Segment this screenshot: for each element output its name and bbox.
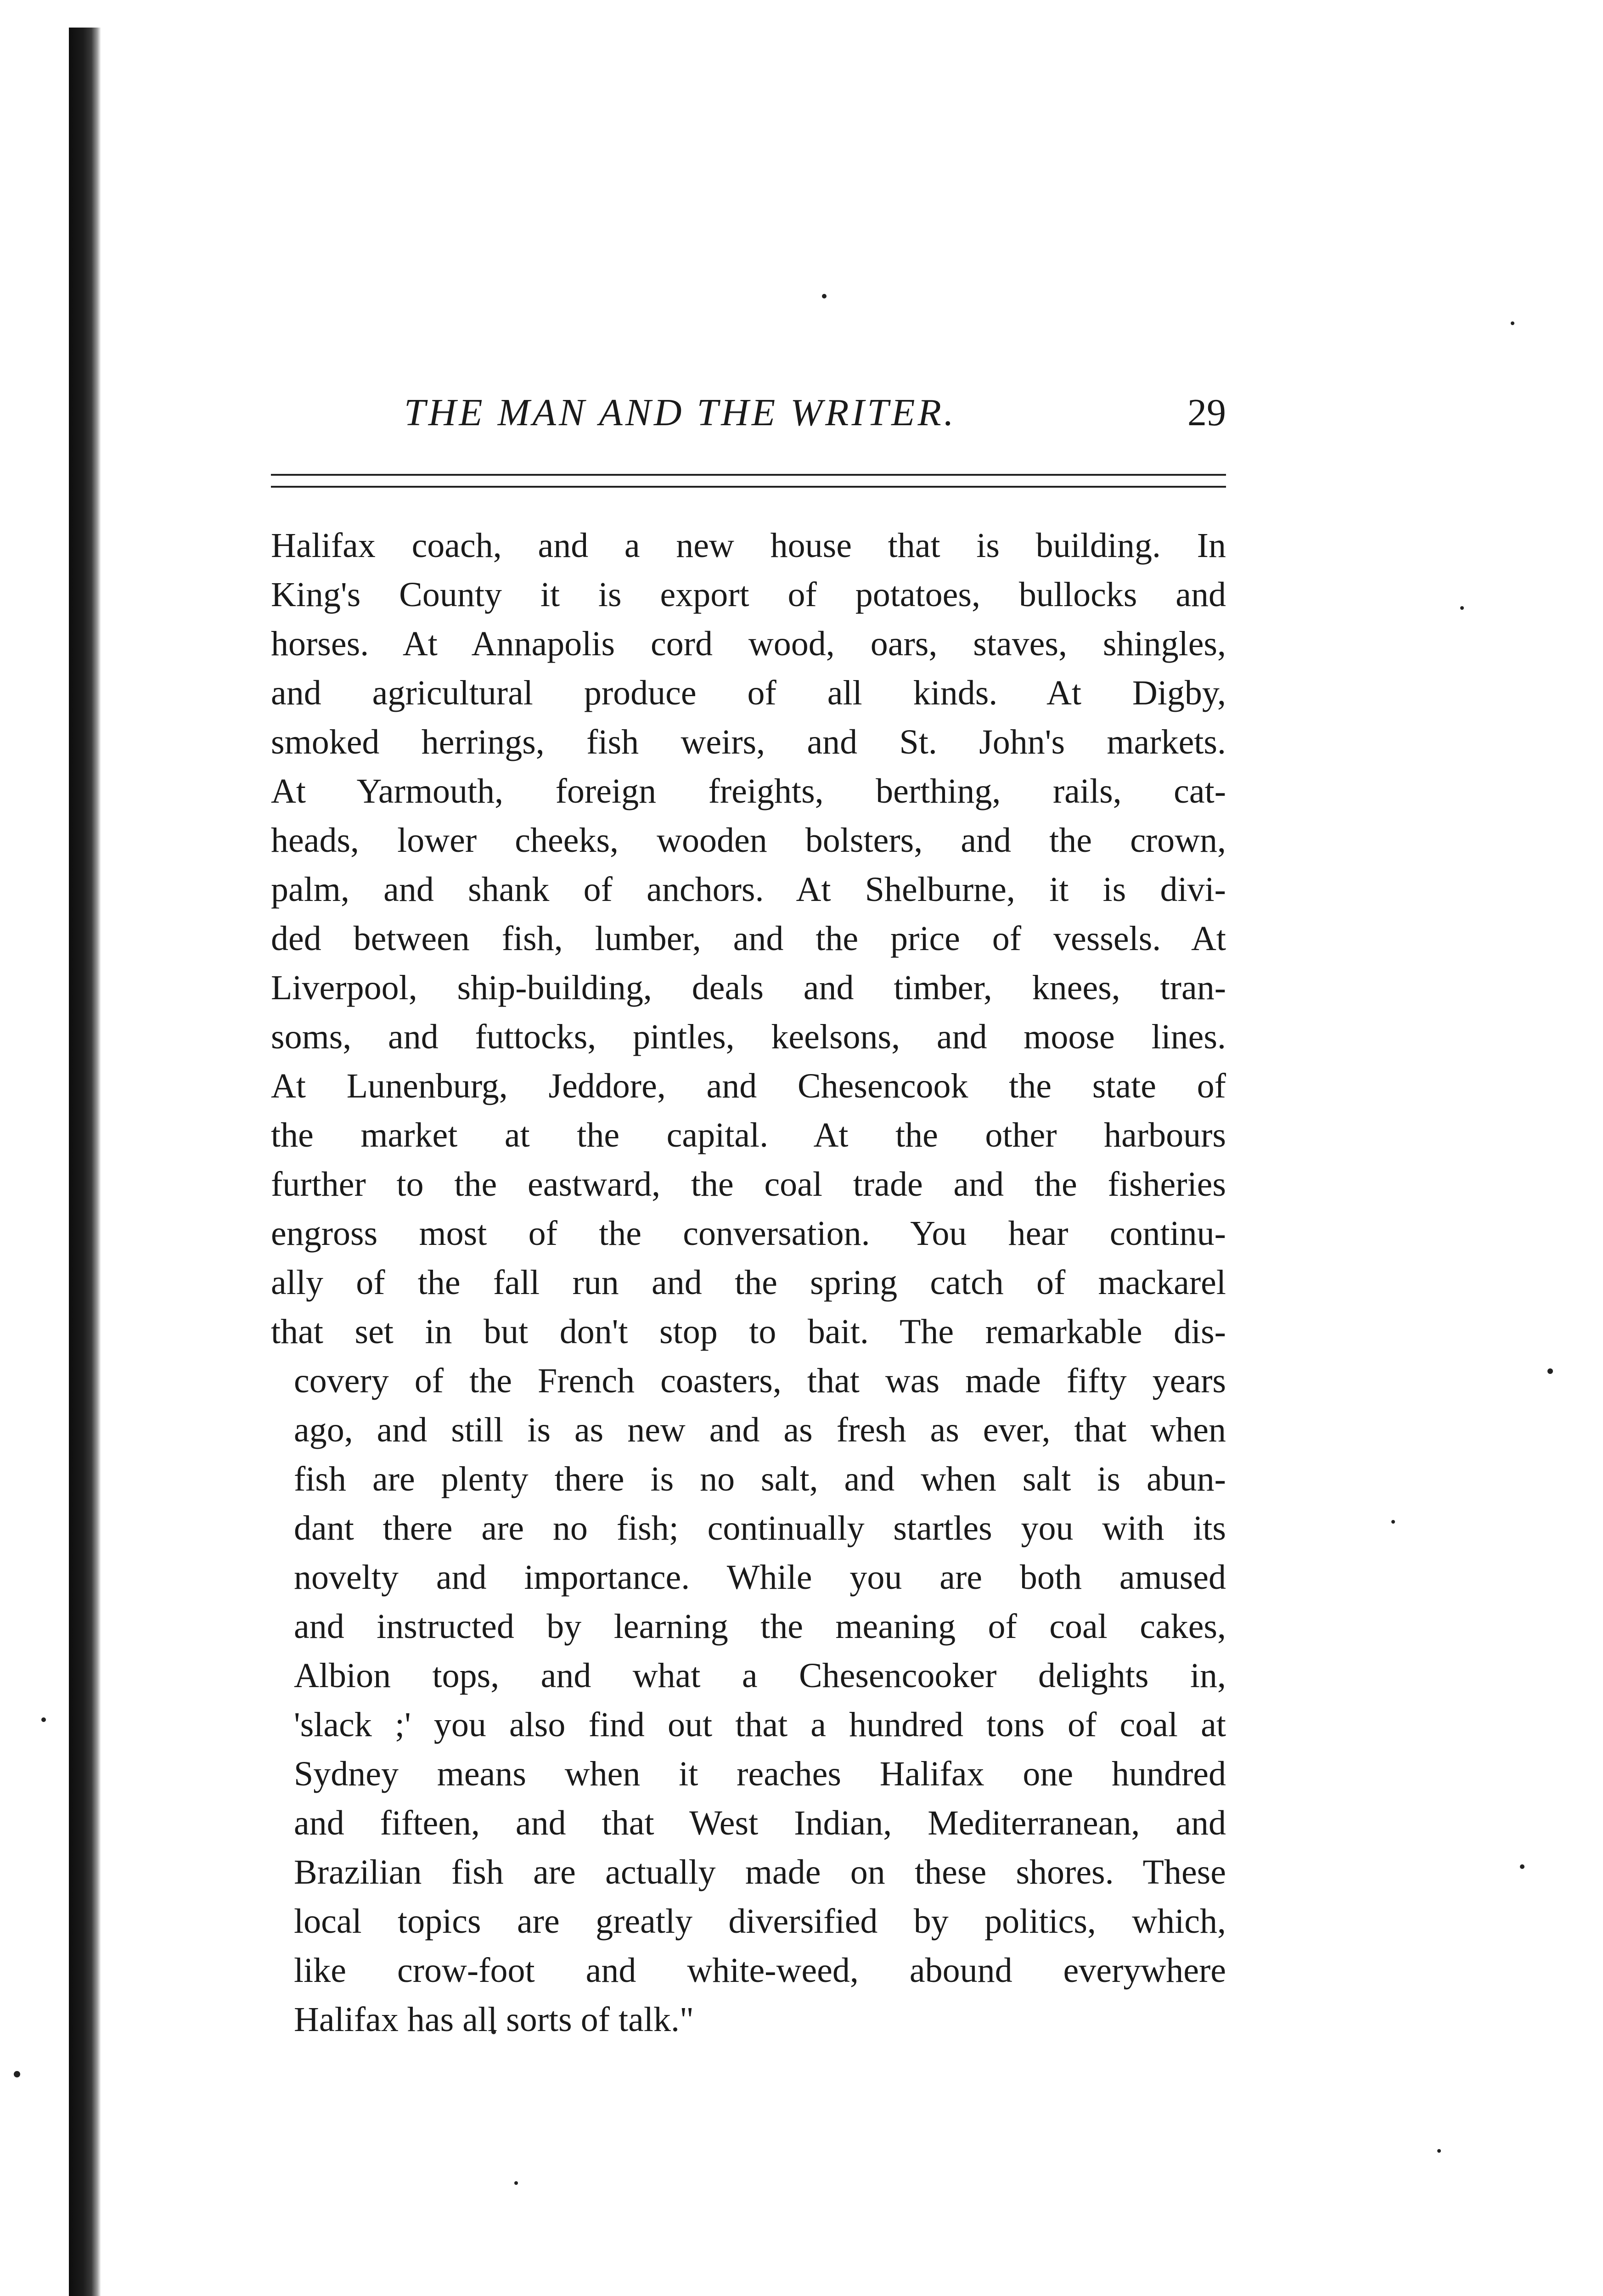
text-line: 'slack ;' you also find out that a hundred tons of coal at [294,1705,1226,1744]
print-speck [14,2071,20,2077]
text-line: novelty and importance. While you are both amused [294,1558,1226,1597]
print-speck [1511,321,1514,325]
print-speck [1520,1864,1524,1869]
text-line: ally of the fall run and the spring catch of mackarel [271,1263,1226,1302]
text-line: At Yarmouth, foreign freights, berthing, rails, cat- [271,772,1226,810]
book-binding-edge [69,28,101,2296]
text-line: soms, and futtocks, pintles, keelsons, and moose lines. [271,1018,1226,1056]
text-line: engross most of the conversation. You hear continu- [271,1214,1226,1253]
text-line: Liverpool, ship-building, deals and timber, knees, tran- [271,968,1226,1007]
text-line: covery of the French coasters, that was made fifty years [294,1362,1226,1400]
text-line: heads, lower cheeks, wooden bolsters, and the crown, [271,821,1226,860]
print-speck [41,1717,46,1722]
text-line: fish are plenty there is no salt, and when salt is abun- [294,1460,1226,1498]
text-line: Brazilian fish are actually made on these shores. These [294,1853,1226,1891]
text-line: and instructed by learning the meaning of coal cakes, [294,1607,1226,1646]
text-line: and agricultural produce of all kinds. At Digby, [271,674,1226,712]
print-speck [1460,606,1464,610]
text-line: like crow-foot and white-weed, abound everywhere [294,1951,1226,1990]
running-head [271,386,1226,436]
text-line: dant there are no fish; continually startles you with its [294,1509,1226,1548]
text-line: that set in but don't stop to bait. The remarkable dis- [271,1312,1226,1351]
text-line: At Lunenburg, Jeddore, and Chesencook the state of [271,1067,1226,1105]
text-line: King's County it is export of potatoes, bullocks and [271,575,1226,614]
header-rule-bottom [271,486,1226,488]
header-rule-top [271,474,1226,476]
print-speck [822,294,827,298]
text-line: horses. At Annapolis cord wood, oars, staves, shingles, [271,625,1226,663]
print-speck [514,2181,518,2185]
running-title: THE MAN AND THE WRITER. [404,391,956,434]
body-text [271,521,1226,2044]
text-line: smoked herrings, fish weirs, and St. John's markets. [271,723,1226,761]
text-line: palm, and shank of anchors. At Shelburne, it is divi- [271,870,1226,909]
text-line: local topics are greatly diversified by politics, which, [294,1902,1226,1941]
text-line: further to the eastward, the coal trade and the fisheries [271,1165,1226,1204]
text-line: Sydney means when it reaches Halifax one hundred [294,1755,1226,1793]
page-number: 29 [1187,391,1226,434]
text-line: ago, and still is as new and as fresh as ever, that when [294,1411,1226,1449]
print-speck [1437,2149,1441,2153]
print-speck [1547,1368,1553,1374]
text-line: Halifax coach, and a new house that is building. In [271,526,1226,565]
text-line: the market at the capital. At the other harbours [271,1116,1226,1154]
text-line: ded between fish, lumber, and the price of vessels. At [271,919,1226,958]
print-speck [1391,1520,1395,1524]
text-line: Halifax has all sorts of talk." [294,2000,694,2039]
text-line: Albion tops, and what a Chesencooker delights in, [294,1656,1226,1695]
text-line: and fifteen, and that West Indian, Mediterranean, and [294,1804,1226,1842]
